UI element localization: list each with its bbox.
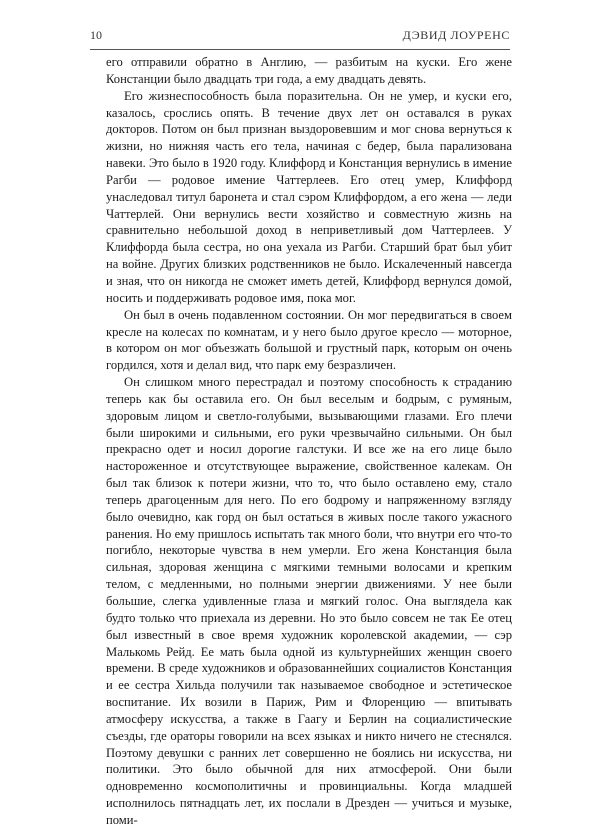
paragraph: Его жизнеспособность была поразительна. Он не умер, и куски его, казалось, срослись опять. В течение двух лет он оставался в руках докторов. Потом он был признан выздоровевшим и мог снова вернуться к жизни, но нижняя часть его тела, начиная с бедер, была парализована навеки. Это было в 1920 году. Клиффорд и Констанция вернулись в имение Рагби — родовое имение Чаттерлеев. Его отец умер, Клиффорд унаследовал титул баронета и стал сэром Клиффордом, а его жена — леди Чаттерлей. Они вернулись вести хозяйство и совместную жизнь на сравнительно небольшой доход в неприветливый дом Чаттерлеев. У Клиффорда была сестра, но она уехала из Рагби. Старший брат был убит на войне. Других близких родственников не было. Искалеченный навсегда и зная, что он никогда не сможет иметь детей, Клиффорд вернулся домой, носить и поддерживать родовое имя, пока мог.	[106, 88, 512, 305]
page-number: 10	[90, 28, 102, 42]
paragraph: Он слишком много перестрадал и поэтому способность к страданию теперь как бы оставила его. Он был веселым и бодрым, с румяным, здоровым лицом и светло-голубыми, вызывающими глазами. Его плечи были широкими и сильными, его руки чрезвычайно сильными. Он был прекрасно одет и носил дорогие галстуки. И все же на его лице было настороженное и отсутствующее выражение, свойственное калекам. Он был так близок к потери жизни, что то, что было оставлено ему, стало теперь драгоценным для него. По его бодрому и напряженному взгляду было очевидно, как горд он был остаться в живых после такого ужасного ранения. Но ему пришлось испытать так много боли, что внутри его что-то погибло, некоторые чувства в нем умерли. Его жена Констанция была сильная, здоровая женщина с мягкими темными волосами и крепким телом, с медленными, но полными энергии движениями. У нее были большие, слегка удивленные глаза и мягкий голос. Она выглядела как будто только что приехала из деревни. Но это было совсем не так Ее отец был известный в свое время художник королевской академии, — сэр Малькомь Рейд. Ее мать была одной из культурнейших женщин своего времени. В среде художников и образованнейших социалистов Констанция и ее сестра Хильда получили так называемое свободное и эстетическое воспитание. Их возили в Париж, Рим и Флоренцию — впитывать атмосферу искусства, а также в Гаагу и Берлин на социалистические съезды, где ораторы говорили на всех языках и никто ничего не стеснялся. Поэтому девушки с ранних лет совершенно не боялись ни искусства, ни политики. Это было обычной для них атмосферой. Они были одновременно космополитичны и провинциальны. Когда младшей исполнилось пятнадцать лет, их послали в Дрезден — учиться и музыке, поми-	[106, 375, 512, 827]
paragraph: его отправили обратно в Англию, — разбитым на куски. Его жене Констанции было двадцать три года, а ему двадцать девять.	[106, 55, 512, 86]
body-text	[106, 54, 512, 829]
paragraph: Он был в очень подавленном состоянии. Он мог передвигаться в своем кресле на колесах по комнатам, и у него было другое кресло — моторное, в котором он мог объезжать большой и грустный парк, которым он очень гордился, хотя и делал вид, что парк ему безразличен.	[106, 307, 512, 373]
running-title: ДЭВИД ЛОУРЕНС	[402, 28, 510, 42]
header-rule	[90, 49, 510, 50]
page-header	[90, 28, 510, 43]
